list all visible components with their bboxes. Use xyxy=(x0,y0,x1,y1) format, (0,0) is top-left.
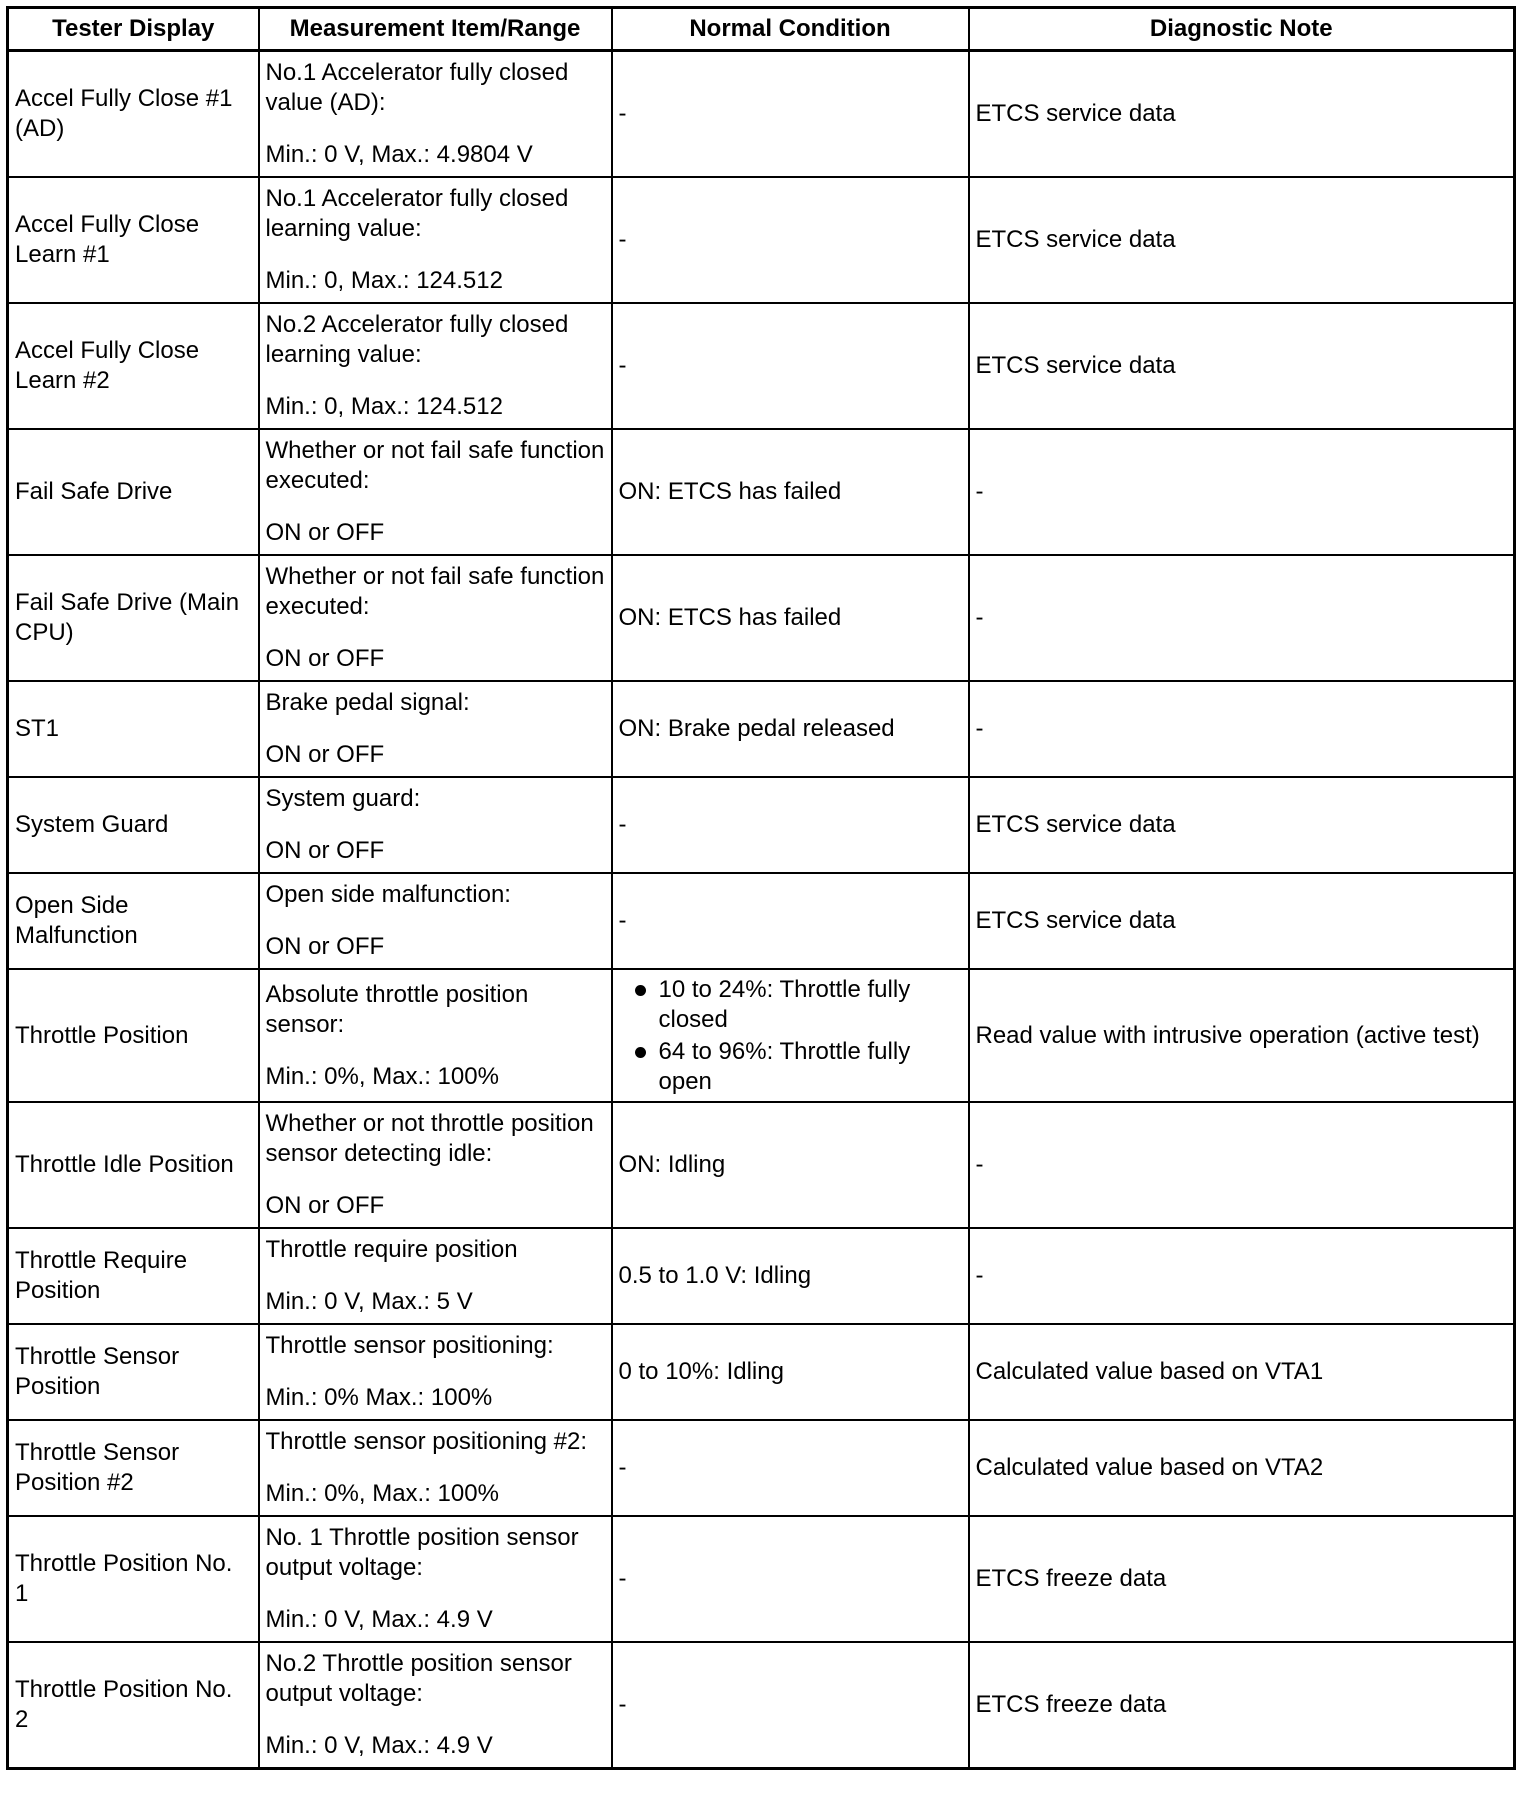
table-row xyxy=(8,873,1515,969)
measurement-range: Min.: 0 V, Max.: 5 V xyxy=(265,1288,473,1315)
measurement-cell xyxy=(259,1102,612,1228)
tester-display-cell: System Guard xyxy=(8,777,259,873)
normal-condition-cell: - xyxy=(612,303,969,429)
normal-condition-bullet: 64 to 96%: Throttle fully open xyxy=(619,1037,962,1097)
tester-display-cell: Throttle Require Position xyxy=(8,1228,259,1324)
measurement-range: Min.: 0%, Max.: 100% xyxy=(265,1062,499,1090)
measurement-range: ON or OFF xyxy=(265,1192,385,1219)
measurement-cell xyxy=(259,1228,612,1324)
measurement-cell xyxy=(259,429,612,555)
tester-display-cell: Accel Fully Close Learn #2 xyxy=(8,303,259,429)
normal-condition-bullet: 10 to 24%: Throttle fully closed xyxy=(619,975,962,1035)
normal-condition-cell: - xyxy=(612,1642,969,1769)
diagnostic-note-cell: - xyxy=(969,1228,1515,1324)
diagnostic-note-cell: - xyxy=(969,555,1515,681)
measurement-description: No.2 Throttle position sensor output voltage: xyxy=(265,1650,572,1707)
measurement-description: No.2 Accelerator fully closed learning value: xyxy=(265,311,569,368)
header-diagnostic-note: Diagnostic Note xyxy=(969,8,1515,51)
measurement-range: Min.: 0% Max.: 100% xyxy=(265,1384,493,1411)
normal-condition-cell: - xyxy=(612,51,969,178)
table-row xyxy=(8,429,1515,555)
tester-display-cell: Throttle Sensor Position xyxy=(8,1324,259,1420)
header-measurement: Measurement Item/Range xyxy=(259,8,612,51)
measurement-cell xyxy=(259,1516,612,1642)
table-row xyxy=(8,177,1515,303)
measurement-range: ON or OFF xyxy=(265,645,385,672)
measurement-description: No.1 Accelerator fully closed value (AD): xyxy=(265,59,569,116)
measurement-range: ON or OFF xyxy=(265,837,385,864)
tester-display-cell: Throttle Sensor Position #2 xyxy=(8,1420,259,1516)
tester-display-cell: Accel Fully Close #1 (AD) xyxy=(8,51,259,178)
header-tester-display: Tester Display xyxy=(8,8,259,51)
tester-display-cell: ST1 xyxy=(8,681,259,777)
diagnostic-note-cell: - xyxy=(969,429,1515,555)
measurement-description: System guard: xyxy=(265,785,421,812)
measurement-description: Open side malfunction: xyxy=(265,881,511,908)
table-body xyxy=(8,51,1515,1769)
tester-display-cell: Throttle Position xyxy=(8,969,259,1102)
tester-display-cell: Throttle Position No. 1 xyxy=(8,1516,259,1642)
normal-condition-cell: ON: ETCS has failed xyxy=(612,555,969,681)
table-row xyxy=(8,51,1515,178)
table-row xyxy=(8,1420,1515,1516)
table-row xyxy=(8,1102,1515,1228)
measurement-range: ON or OFF xyxy=(265,933,385,960)
diagnostic-note-cell: - xyxy=(969,1102,1515,1228)
measurement-cell xyxy=(259,969,612,1102)
diagnostic-note-cell: ETCS service data xyxy=(969,873,1515,969)
table-row xyxy=(8,681,1515,777)
data-list-table xyxy=(6,6,1516,1770)
measurement-cell xyxy=(259,777,612,873)
normal-condition-cell: 0.5 to 1.0 V: Idling xyxy=(612,1228,969,1324)
diagnostic-note-cell: Calculated value based on VTA2 xyxy=(969,1420,1515,1516)
tester-display-cell: Open Side Malfunction xyxy=(8,873,259,969)
measurement-description: Throttle sensor positioning: xyxy=(265,1332,554,1359)
measurement-description: Absolute throttle position sensor: xyxy=(265,980,529,1038)
normal-condition-cell: ON: ETCS has failed xyxy=(612,429,969,555)
tester-display-cell: Fail Safe Drive (Main CPU) xyxy=(8,555,259,681)
measurement-range: Min.: 0%, Max.: 100% xyxy=(265,1480,499,1507)
normal-condition-cell: ON: Brake pedal released xyxy=(612,681,969,777)
measurement-range: ON or OFF xyxy=(265,741,385,768)
table-row xyxy=(8,1516,1515,1642)
table-row xyxy=(8,1228,1515,1324)
table-row xyxy=(8,303,1515,429)
normal-condition-cell: - xyxy=(612,1516,969,1642)
normal-condition-cell: 0 to 10%: Idling xyxy=(612,1324,969,1420)
table-row xyxy=(8,1642,1515,1769)
tester-display-cell: Fail Safe Drive xyxy=(8,429,259,555)
measurement-cell xyxy=(259,303,612,429)
diagnostic-note-cell: Read value with intrusive operation (active test) xyxy=(969,969,1515,1102)
measurement-description: Brake pedal signal: xyxy=(265,689,470,716)
table-row xyxy=(8,777,1515,873)
normal-condition-cell: - xyxy=(612,873,969,969)
measurement-cell xyxy=(259,177,612,303)
measurement-description: No.1 Accelerator fully closed learning value: xyxy=(265,185,569,242)
diagnostic-note-cell: - xyxy=(969,681,1515,777)
measurement-description: Throttle require position xyxy=(265,1236,518,1263)
measurement-cell xyxy=(259,1420,612,1516)
measurement-range: Min.: 0 V, Max.: 4.9 V xyxy=(265,1732,493,1759)
normal-condition-cell: - xyxy=(612,777,969,873)
header-normal-condition: Normal Condition xyxy=(612,8,969,51)
table-row xyxy=(8,555,1515,681)
measurement-description: Whether or not fail safe function executed: xyxy=(265,437,605,494)
table-row xyxy=(8,969,1515,1102)
diagnostic-note-cell: ETCS freeze data xyxy=(969,1642,1515,1769)
normal-condition-cell: - xyxy=(612,177,969,303)
diagnostic-note-cell: Calculated value based on VTA1 xyxy=(969,1324,1515,1420)
table-header xyxy=(8,8,1515,51)
measurement-range: ON or OFF xyxy=(265,519,385,546)
measurement-range: Min.: 0 V, Max.: 4.9804 V xyxy=(265,141,533,168)
measurement-range: Min.: 0 V, Max.: 4.9 V xyxy=(265,1606,493,1633)
header-row xyxy=(8,8,1515,51)
measurement-description: No. 1 Throttle position sensor output voltage: xyxy=(265,1524,579,1581)
measurement-cell xyxy=(259,51,612,178)
normal-condition-list xyxy=(619,975,962,1097)
measurement-description: Whether or not fail safe function executed: xyxy=(265,563,605,620)
tester-display-cell: Throttle Position No. 2 xyxy=(8,1642,259,1769)
diagnostic-note-cell: ETCS service data xyxy=(969,51,1515,178)
diagnostic-note-cell: ETCS freeze data xyxy=(969,1516,1515,1642)
measurement-description: Whether or not throttle position sensor detecting idle: xyxy=(265,1110,594,1167)
measurement-cell xyxy=(259,873,612,969)
measurement-cell xyxy=(259,555,612,681)
measurement-range: Min.: 0, Max.: 124.512 xyxy=(265,267,503,294)
diagnostic-note-cell: ETCS service data xyxy=(969,303,1515,429)
normal-condition-cell: ON: Idling xyxy=(612,1102,969,1228)
tester-display-cell: Throttle Idle Position xyxy=(8,1102,259,1228)
measurement-cell xyxy=(259,1642,612,1769)
diagnostic-note-cell: ETCS service data xyxy=(969,777,1515,873)
measurement-range: Min.: 0, Max.: 124.512 xyxy=(265,393,503,420)
table-row xyxy=(8,1324,1515,1420)
tester-display-cell: Accel Fully Close Learn #1 xyxy=(8,177,259,303)
measurement-description: Throttle sensor positioning #2: xyxy=(265,1428,588,1455)
diagnostic-note-cell: ETCS service data xyxy=(969,177,1515,303)
normal-condition-cell: - xyxy=(612,1420,969,1516)
normal-condition-cell xyxy=(612,969,969,1102)
measurement-cell xyxy=(259,681,612,777)
measurement-cell xyxy=(259,1324,612,1420)
